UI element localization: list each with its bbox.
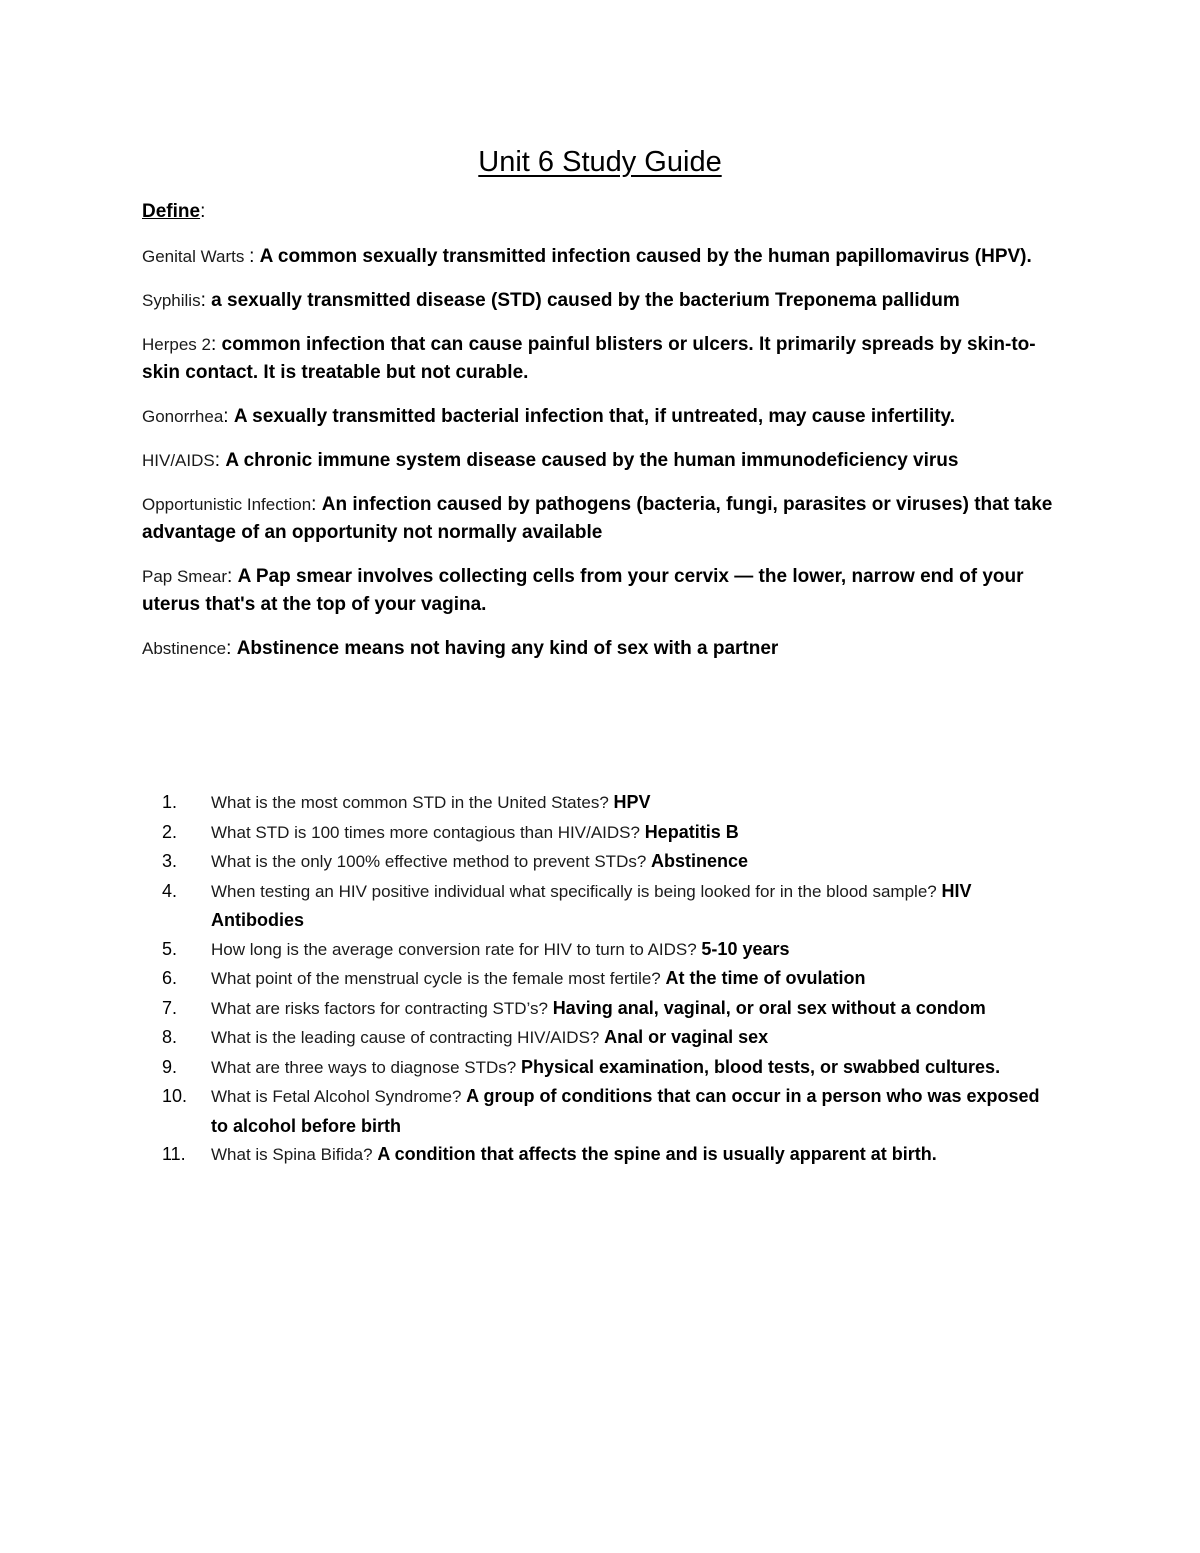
question-text: What are three ways to diagnose STDs?: [211, 1057, 521, 1077]
definition-hiv-aids: [142, 447, 1072, 475]
question-item: [142, 847, 1042, 877]
question-text: What point of the menstrual cycle is the female most fertile?: [211, 969, 666, 988]
question-answer: Hepatitis B: [644, 821, 739, 842]
question-answer: 5-10 years: [701, 938, 790, 959]
definition-answer: A Pap smear involves collecting cells from your cervix — the lower, narrow end of your uterus that's at the top of your vagina.: [142, 566, 1024, 615]
question-item: [142, 1082, 1042, 1140]
question-item: [142, 935, 1042, 965]
question-answer: Physical examination, blood tests, or swabbed cultures.: [520, 1056, 1001, 1077]
definition-answer: common infection that can cause painful blisters or ulcers. It primarily spreads by skin-to-skin contact. It is treatable but not curable.: [142, 334, 1036, 383]
question-number: 4.: [162, 880, 178, 901]
definition-term: Genital Warts: [142, 247, 250, 266]
question-number: 5.: [162, 938, 178, 959]
question-item: [142, 964, 1042, 994]
definitions-list: [142, 243, 1072, 679]
question-answer: A condition that affects the spine and is usually apparent at birth.: [377, 1144, 937, 1164]
definition-term: Opportunistic Infection: [142, 495, 312, 514]
question-item: [142, 818, 1042, 848]
question-text: What is Spina Bifida?: [211, 1145, 378, 1164]
question-number: 8.: [162, 1027, 178, 1047]
question-answer: At the time of ovulation: [665, 968, 866, 988]
definition-colon: :: [249, 246, 260, 267]
define-colon: :: [200, 201, 206, 222]
question-number: 3.: [162, 851, 178, 871]
question-text: What is the only 100% effective method to prevent STDs?: [211, 852, 652, 871]
question-number: 2.: [162, 821, 178, 842]
question-number: 11.: [162, 1144, 186, 1164]
definition-colon: :: [227, 566, 238, 587]
define-label: Define: [142, 201, 201, 222]
question-item: [142, 1023, 1042, 1053]
question-answer: Anal or vaginal sex: [604, 1027, 769, 1047]
question-text: How long is the average conversion rate for HIV to turn to AIDS?: [211, 939, 702, 959]
question-text: When testing an HIV positive individual what specifically is being looked for in the blood sample?: [211, 881, 942, 901]
question-number: 7.: [162, 997, 178, 1018]
question-answer: A group of conditions that can occur in a person who was exposed to alcohol before birth: [211, 1086, 1040, 1136]
definition-answer: A sexually transmitted bacterial infection that, if untreated, may cause infertility.: [233, 406, 955, 427]
question-number: 9.: [162, 1056, 178, 1077]
question-item: [142, 1053, 1042, 1083]
definition-colon: :: [210, 334, 222, 355]
definition-term: Abstinence: [142, 639, 227, 658]
definition-abstinence: [142, 635, 1072, 663]
question-text: What is Fetal Alcohol Syndrome?: [211, 1087, 467, 1106]
question-text: What STD is 100 times more contagious than HIV/AIDS?: [211, 822, 645, 842]
definition-term: HIV/AIDS: [142, 451, 215, 470]
definition-answer: A chronic immune system disease caused by the human immunodeficiency virus: [225, 450, 959, 471]
question-item: [142, 877, 1042, 935]
definition-answer: An infection caused by pathogens (bacteria, fungi, parasites or viruses) that take advantage of an opportunity not normally available: [142, 494, 1053, 543]
document-title: Unit 6 Study Guide: [478, 146, 722, 178]
definition-herpes-2: [142, 331, 1072, 387]
question-item: [142, 788, 1042, 818]
question-text: What is the leading cause of contracting HIV/AIDS?: [211, 1028, 605, 1047]
question-number: 10.: [162, 1086, 188, 1106]
definition-colon: :: [226, 638, 237, 659]
definition-colon: :: [311, 494, 322, 515]
question-text: What is the most common STD in the United States?: [211, 793, 614, 812]
definition-syphilis: [142, 287, 1072, 315]
question-number: 6.: [162, 968, 178, 988]
definition-answer: a sexually transmitted disease (STD) caused by the bacterium Treponema pallidum: [211, 290, 960, 311]
definition-term: Gonorrhea: [142, 407, 224, 426]
definition-colon: :: [214, 450, 226, 471]
definition-term: Syphilis: [142, 291, 201, 310]
question-answer: Having anal, vaginal, or oral sex without a condom: [552, 997, 986, 1018]
definition-opportunistic-infection: [142, 491, 1072, 547]
definition-genital-warts: [142, 243, 1072, 271]
definition-colon: :: [200, 290, 212, 311]
define-heading: [142, 198, 205, 226]
question-number: 1.: [162, 792, 178, 812]
definition-answer: A common sexually transmitted infection caused by the human papillomavirus (HPV).: [259, 246, 1032, 267]
definition-pap-smear: [142, 563, 1072, 619]
question-item: [142, 994, 1042, 1024]
questions-list: [142, 788, 1042, 1170]
definition-gonorrhea: [142, 403, 1072, 431]
definition-colon: :: [223, 406, 234, 427]
definition-term: Herpes 2: [142, 335, 211, 354]
definition-answer: Abstinence means not having any kind of sex with a partner: [236, 638, 779, 659]
question-answer: HIV Antibodies: [211, 880, 972, 930]
question-answer: HPV: [613, 792, 651, 812]
question-text: What are risks factors for contracting STD’s?: [211, 998, 553, 1018]
definition-term: Pap Smear: [142, 567, 228, 586]
question-item: [142, 1140, 1042, 1170]
question-answer: Abstinence: [651, 851, 749, 871]
